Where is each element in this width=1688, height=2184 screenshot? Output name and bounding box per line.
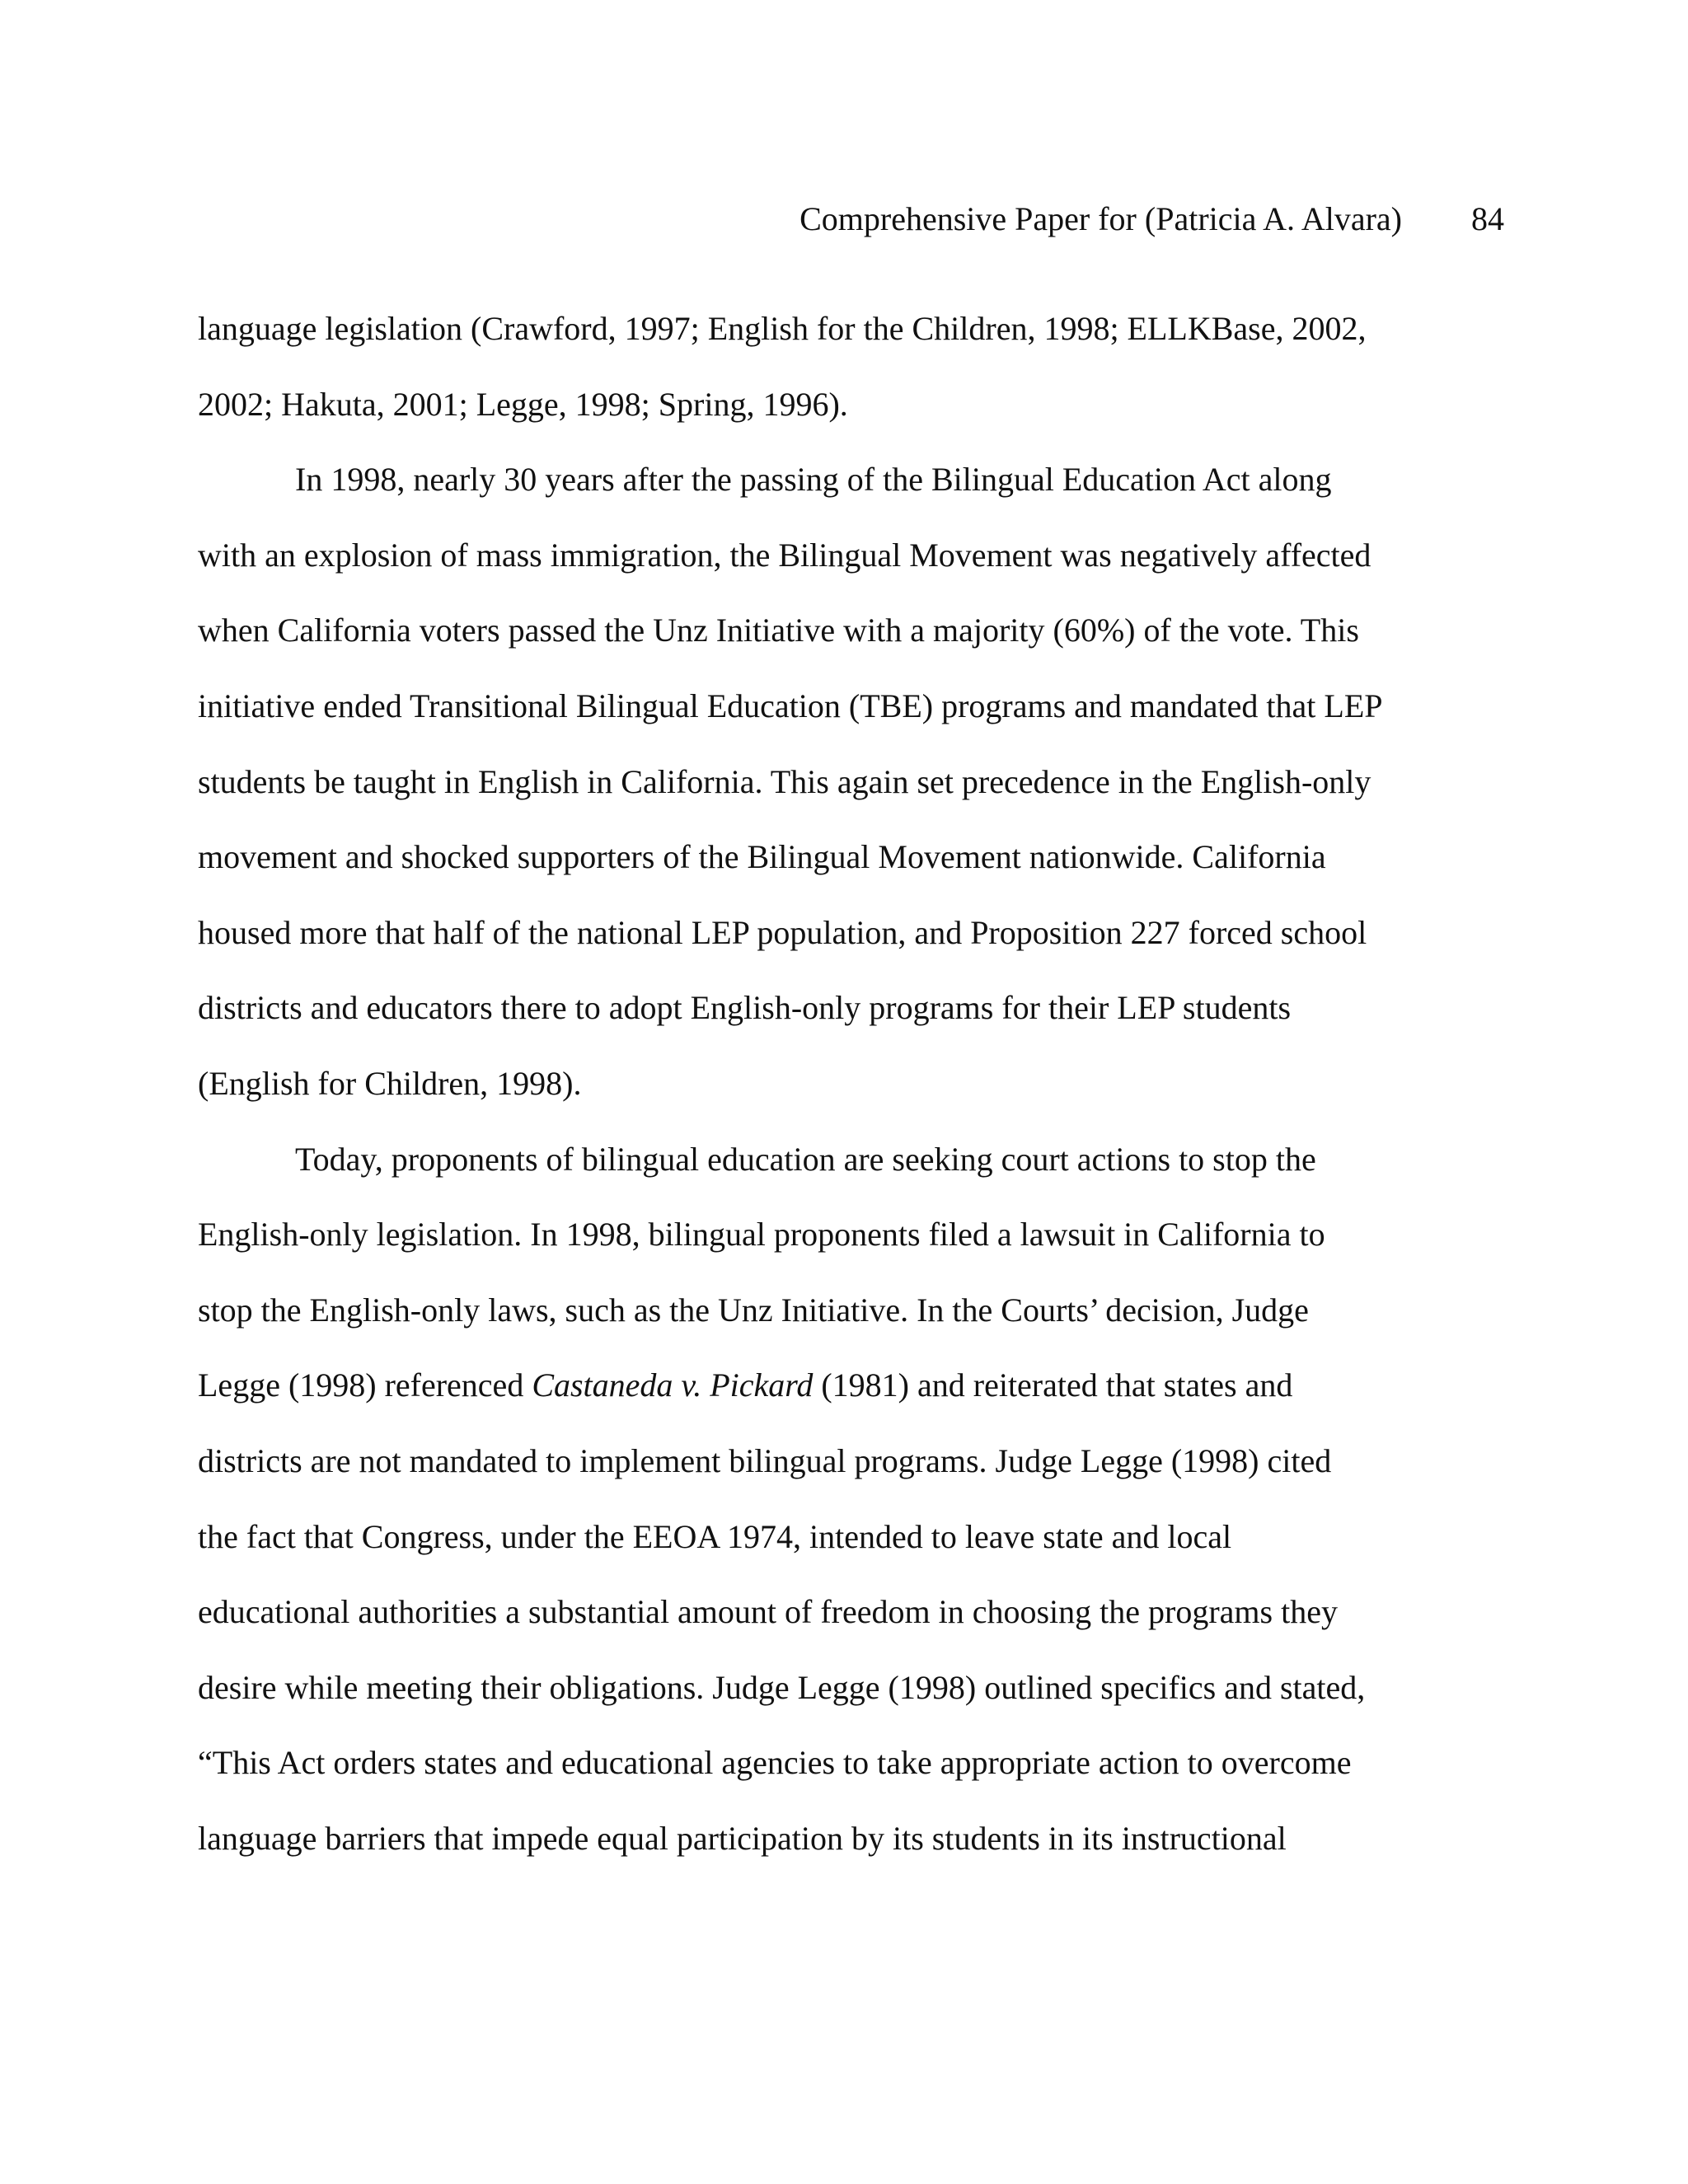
case-name-italic: Castaneda v. Pickard [532, 1366, 814, 1404]
paragraph-first-line: Today, proponents of bilingual education are seeking court actions to stop the [295, 1140, 1316, 1178]
text-line: the fact that Congress, under the EEOA 1974, intended to leave state and local [198, 1517, 1232, 1555]
text-line: language barriers that impede equal participation by its students in its instructional [198, 1819, 1287, 1857]
text-line: “This Act orders states and educational agencies to take appropriate action to overcome [198, 1744, 1352, 1782]
text-segment: Legge (1998) referenced [198, 1366, 532, 1404]
text-line: initiative ended Transitional Bilingual Education (TBE) programs and mandated that LEP [198, 687, 1383, 724]
text-segment: (1981) and reiterated that states and [813, 1366, 1293, 1404]
text-line: districts and educators there to adopt English-only programs for their LEP students [198, 989, 1292, 1027]
text-line: educational authorities a substantial amount of freedom in choosing the programs they [198, 1593, 1338, 1631]
paragraph-first-line: In 1998, nearly 30 years after the passing of the Bilingual Education Act along [295, 461, 1332, 499]
text-line: stop the English-only laws, such as the Unz Initiative. In the Courts’ decision, Judge [198, 1291, 1309, 1329]
text-line: with an explosion of mass immigration, the Bilingual Movement was negatively affected [198, 536, 1372, 574]
text-line: (English for Children, 1998). [198, 1064, 582, 1102]
page-number: 84 [1471, 200, 1504, 237]
text-line: language legislation (Crawford, 1997; English for the Children, 1998; ELLKBase, 2002, [198, 310, 1367, 347]
body-text [198, 291, 1409, 1876]
text-line: movement and shocked supporters of the Bilingual Movement nationwide. California [198, 838, 1326, 876]
text-line: when California voters passed the Unz Initiative with a majority (60%) of the vote. This [198, 612, 1359, 649]
running-head [198, 194, 1504, 244]
text-line: districts are not mandated to implement bilingual programs. Judge Legge (1998) cited [198, 1441, 1332, 1479]
text-line: English-only legislation. In 1998, bilingual proponents filed a lawsuit in California to [198, 1216, 1325, 1254]
text-line: housed more that half of the national LEP population, and Proposition 227 forced school [198, 913, 1367, 951]
text-line: desire while meeting their obligations. Judge Legge (1998) outlined specifics and stated, [198, 1668, 1366, 1706]
text-line-with-case-citation [198, 1347, 1409, 1423]
text-line: 2002; Hakuta, 2001; Legge, 1998; Spring, 1996). [198, 385, 848, 423]
text-line: students be taught in English in California. This again set precedence in the English-only [198, 762, 1372, 800]
running-head-title: Comprehensive Paper for (Patricia A. Alvara) [799, 200, 1402, 237]
